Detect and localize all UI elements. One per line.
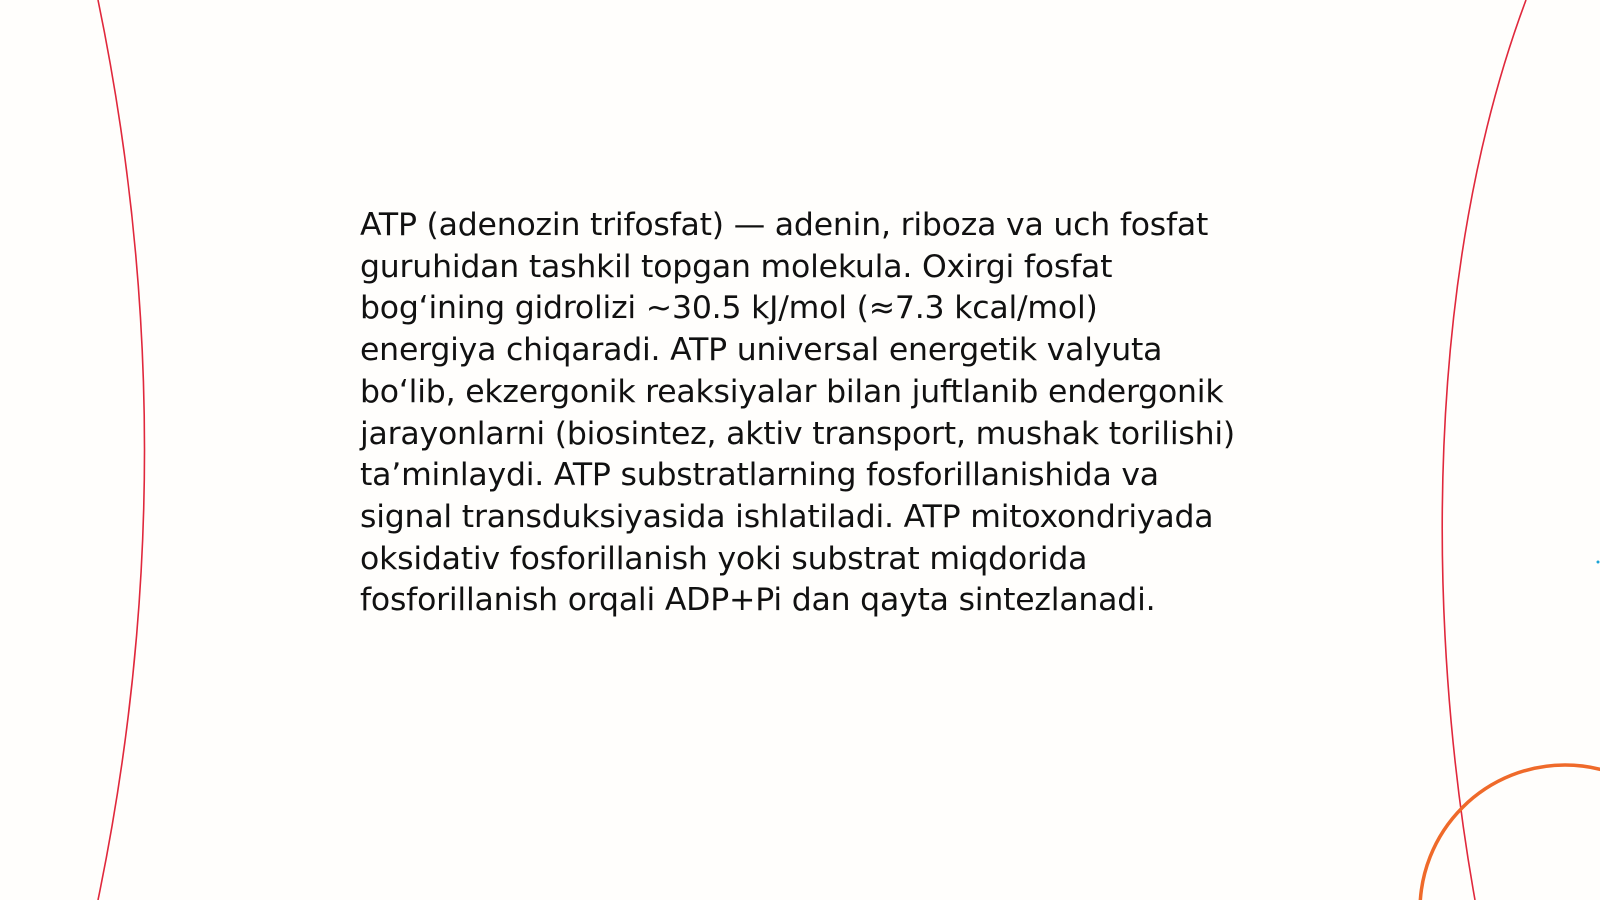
body-paragraph: ATP (adenozin trifosfat) — adenin, riboza va uch fosfat guruhidan tashkil topgan molekula. Oxirgi fosfat bog‘ining gidrolizi ~30.5 kJ/mol (≈7.3 kcal/mol) energiya chiqaradi. ATP universal energetik valyuta bo‘lib, ekzergonik reaksiyalar bilan juftlanib endergonik jarayonlarni (biosintez, aktiv transport, mushak torilishi) ta’minlaydi. ATP substratlarning fosforillanishida va signal transduksiyasida ishlatiladi. ATP mitoxondriyada oksidativ fosforillanish yoki substrat miqdorida fosforillanish orqali ADP+Pi dan qayta sintezlanadi. xyxy=(360,207,1235,619)
accent-arc xyxy=(1420,765,1600,900)
left-curve-line xyxy=(98,0,145,900)
accent-dot xyxy=(1597,561,1600,564)
right-curve-line xyxy=(1442,0,1526,900)
